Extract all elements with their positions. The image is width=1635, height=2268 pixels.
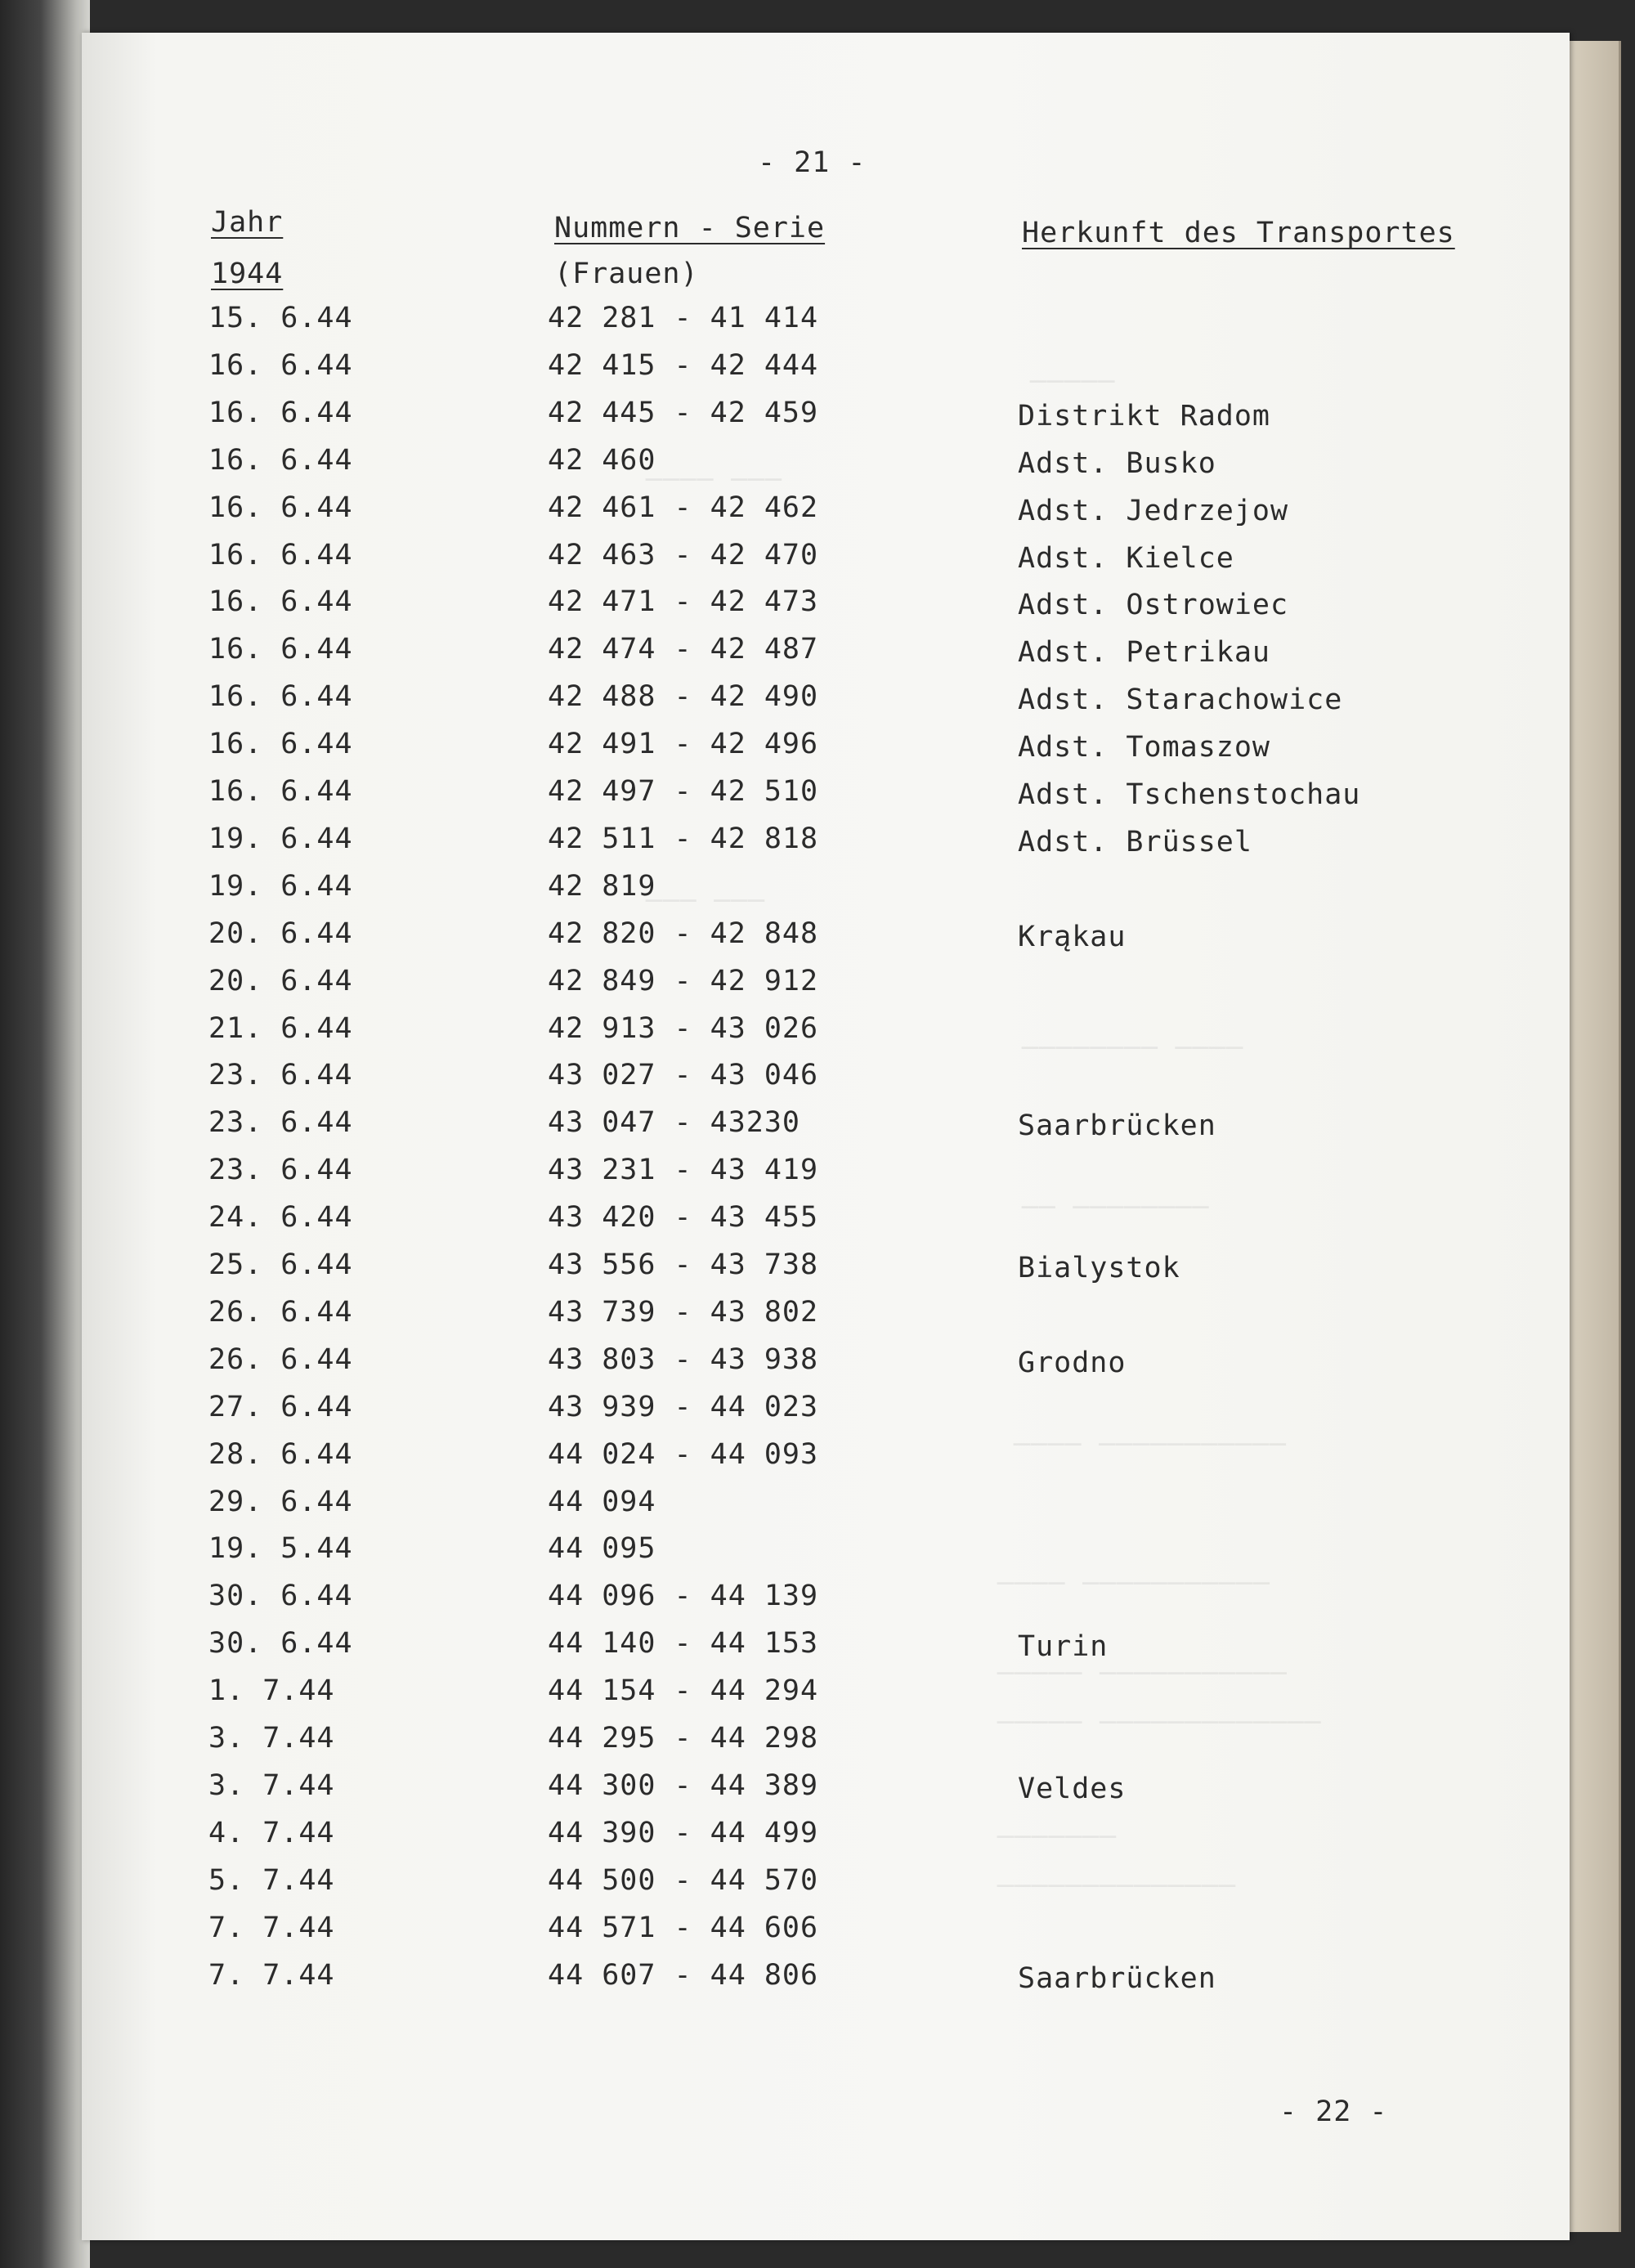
row-date: 24. 6.44 [208,1201,353,1234]
row-numbers: 44 154 - 44 294 [548,1674,819,1707]
row-numbers: 42 497 - 42 510 [548,775,819,808]
row-date: 3. 7.44 [208,1769,335,1802]
row-date: 16. 6.44 [208,349,353,382]
row-date: 16. 6.44 [208,633,353,666]
row-numbers: 42 474 - 42 487 [548,633,819,666]
row-numbers: 43 556 - 43 738 [548,1248,819,1281]
row-date: 7. 7.44 [208,1959,335,1992]
row-date: 16. 6.44 [208,680,353,713]
row-date: 19. 6.44 [208,870,353,903]
row-date: 29. 6.44 [208,1486,353,1518]
row-date: 15. 6.44 [208,302,353,334]
row-date: 16. 6.44 [208,585,353,618]
row-numbers: 42 460 [548,444,656,477]
row-date: 4. 7.44 [208,1817,335,1849]
document-page: ───── ──── ─── ─── ─── ──────── ──── ── ──────── ──── ─────────── ──── ─────────── ───── ─────────── ───── ───────────── ─────── ────────────── [82,33,1570,2240]
row-date: 28. 6.44 [208,1438,353,1471]
row-origin: Adst. Busko [1018,447,1216,480]
row-date: 19. 5.44 [208,1532,353,1565]
row-numbers: 43 939 - 44 023 [548,1391,819,1423]
row-origin: Adst. Starachowice [1018,684,1343,716]
row-numbers: 43 047 - 43230 [548,1106,801,1139]
row-date: 23. 6.44 [208,1059,353,1091]
row-numbers: 43 231 - 43 419 [548,1154,819,1186]
row-origin: Turin [1018,1630,1109,1663]
row-origin: Krąkau [1018,921,1127,953]
row-numbers: 44 571 - 44 606 [548,1912,819,1944]
row-date: 21. 6.44 [208,1012,353,1045]
row-numbers: 43 027 - 43 046 [548,1059,819,1091]
row-date: 16. 6.44 [208,491,353,524]
row-numbers: 42 461 - 42 462 [548,491,819,524]
row-date: 26. 6.44 [208,1296,353,1329]
row-origin: Adst. Ostrowiec [1018,589,1289,621]
row-date: 16. 6.44 [208,775,353,808]
row-origin: Adst. Tomaszow [1018,731,1271,764]
row-numbers: 42 488 - 42 490 [548,680,819,713]
row-numbers: 44 140 - 44 153 [548,1627,819,1660]
row-date: 3. 7.44 [208,1722,335,1755]
row-date: 16. 6.44 [208,728,353,760]
row-date: 16. 6.44 [208,539,353,571]
row-numbers: 42 281 - 41 414 [548,302,819,334]
row-numbers: 42 491 - 42 496 [548,728,819,760]
row-numbers: 42 913 - 43 026 [548,1012,819,1045]
row-numbers: 44 300 - 44 389 [548,1769,819,1802]
book-spine [0,0,90,2268]
row-origin: Adst. Brüssel [1018,826,1252,858]
row-numbers: 44 095 [548,1532,656,1565]
row-origin: Distrikt Radom [1018,400,1271,433]
row-numbers: 42 511 - 42 818 [548,822,819,855]
row-origin: Adst. Kielce [1018,542,1234,575]
row-date: 27. 6.44 [208,1391,353,1423]
page-number-bottom: - 22 - [1279,2095,1388,2128]
row-date: 19. 6.44 [208,822,353,855]
row-origin: Adst. Tschenstochau [1018,778,1361,811]
row-numbers: 43 803 - 43 938 [548,1343,819,1376]
row-date: 5. 7.44 [208,1864,335,1897]
row-date: 16. 6.44 [208,444,353,477]
page-number-top: - 21 - [758,146,867,179]
header-year-value: 1944 [211,258,284,290]
row-date: 25. 6.44 [208,1248,353,1281]
row-date: 23. 6.44 [208,1154,353,1186]
row-date: 23. 6.44 [208,1106,353,1139]
row-numbers: 44 500 - 44 570 [548,1864,819,1897]
row-origin: Adst. Jedrzejow [1018,495,1289,527]
row-origin: Saarbrücken [1018,1109,1216,1142]
row-numbers: 44 390 - 44 499 [548,1817,819,1849]
row-numbers: 44 607 - 44 806 [548,1959,819,1992]
row-date: 30. 6.44 [208,1627,353,1660]
row-date: 30. 6.44 [208,1580,353,1612]
row-numbers: 42 415 - 42 444 [548,349,819,382]
row-date: 16. 6.44 [208,397,353,429]
row-numbers: 43 739 - 43 802 [548,1296,819,1329]
header-numbers: Nummern - Serie [554,212,826,244]
header-year: Jahr [211,206,284,239]
row-origin: Bialystok [1018,1252,1180,1284]
row-date: 20. 6.44 [208,917,353,950]
row-numbers: 44 295 - 44 298 [548,1722,819,1755]
row-numbers: 42 471 - 42 473 [548,585,819,618]
row-numbers: 42 445 - 42 459 [548,397,819,429]
row-origin: Veldes [1018,1773,1127,1805]
row-numbers: 42 849 - 42 912 [548,965,819,997]
row-numbers: 44 024 - 44 093 [548,1438,819,1471]
row-origin: Saarbrücken [1018,1962,1216,1995]
header-numbers-sub: (Frauen) [554,258,699,290]
row-numbers: 44 096 - 44 139 [548,1580,819,1612]
row-date: 20. 6.44 [208,965,353,997]
row-numbers: 43 420 - 43 455 [548,1201,819,1234]
row-numbers: 42 819 [548,870,656,903]
row-numbers: 42 463 - 42 470 [548,539,819,571]
row-origin: Grodno [1018,1347,1127,1379]
row-date: 1. 7.44 [208,1674,335,1707]
row-numbers: 42 820 - 42 848 [548,917,819,950]
header-origin: Herkunft des Transportes [1022,217,1455,249]
row-date: 7. 7.44 [208,1912,335,1944]
row-origin: Adst. Petrikau [1018,636,1271,669]
row-numbers: 44 094 [548,1486,656,1518]
row-date: 26. 6.44 [208,1343,353,1376]
